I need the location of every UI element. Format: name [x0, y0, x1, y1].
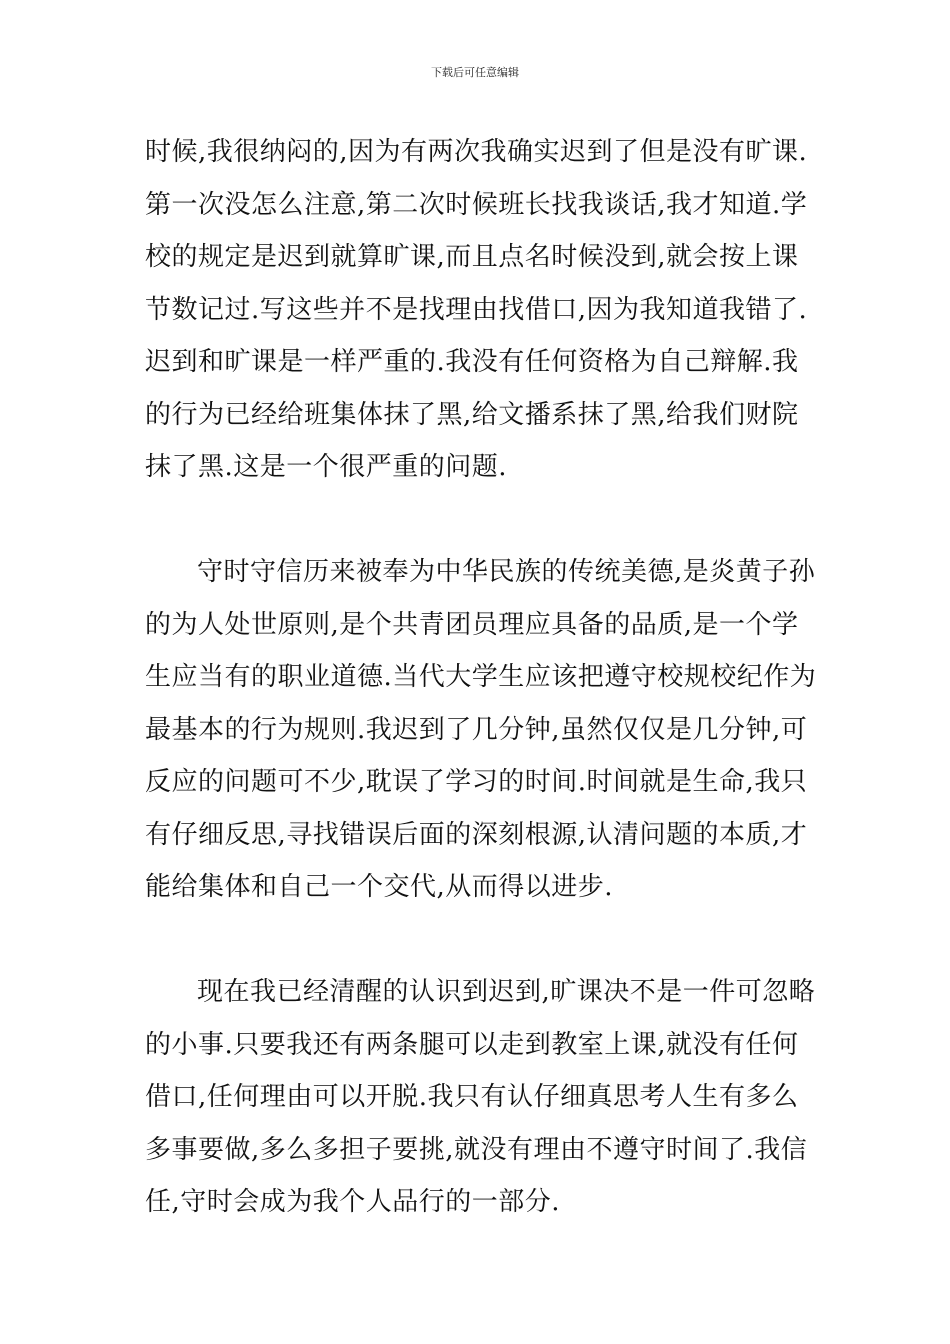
- text-line: 任,守时会成为我个人品行的一部分.: [145, 1187, 561, 1217]
- text-line: 多事要做,多么多担子要挑,就没有理由不遵守时间了.我信: [145, 1134, 808, 1165]
- text-line: 第一次没怎么注意,第二次时候班长找我谈话,我才知道.学: [145, 189, 808, 220]
- paragraph-3: [145, 966, 816, 1229]
- text-line: 迟到和旷课是一样严重的.我没有任何资格为自己辩解.我: [145, 347, 799, 377]
- text-line: 守时守信历来被奉为中华民族的传统美德,是炎黄子孙: [197, 557, 816, 587]
- document-body: [145, 126, 817, 1229]
- text-line: 借口,任何理由可以开脱.我只有认仔细真思考人生有多么: [145, 1082, 799, 1112]
- text-line: 现在我已经清醒的认识到迟到,旷课决不是一件可忽略: [197, 977, 816, 1007]
- text-line: 校的规定是迟到就算旷课,而且点名时候没到,就会按上课: [145, 242, 799, 272]
- text-line: 节数记过.写这些并不是找理由找借口,因为我知道我错了.: [145, 294, 808, 325]
- text-line: 的小事.只要我还有两条腿可以走到教室上课,就没有任何: [145, 1029, 799, 1060]
- header-note: 下载后可任意编辑: [431, 66, 519, 79]
- text-line: 的行为已经给班集体抹了黑,给文播系抹了黑,给我们财院: [145, 399, 799, 430]
- text-line: 的为人处世原则,是个共青团员理应具备的品质,是一个学: [145, 609, 799, 640]
- text-line: 生应当有的职业道德.当代大学生应该把遵守校规校纪作为: [145, 662, 817, 692]
- text-line: 最基本的行为规则.我迟到了几分钟,虽然仅仅是几分钟,可: [145, 714, 808, 745]
- paragraph-gap: [145, 914, 810, 967]
- text-line: 有仔细反思,寻找错误后面的深刻根源,认清问题的本质,才: [145, 819, 808, 850]
- paragraph-1: [145, 126, 810, 494]
- text-line: 反应的问题可不少,耽误了学习的时间.时间就是生命,我只: [145, 767, 808, 797]
- paragraph-gap: [145, 494, 810, 547]
- text-line: 抹了黑.这是一个很严重的问题.: [145, 452, 508, 482]
- paragraph-2: [145, 546, 817, 914]
- text-line: 能给集体和自己一个交代,从而得以进步.: [145, 872, 614, 902]
- text-line: 时候,我很纳闷的,因为有两次我确实迟到了但是没有旷课.: [145, 137, 808, 167]
